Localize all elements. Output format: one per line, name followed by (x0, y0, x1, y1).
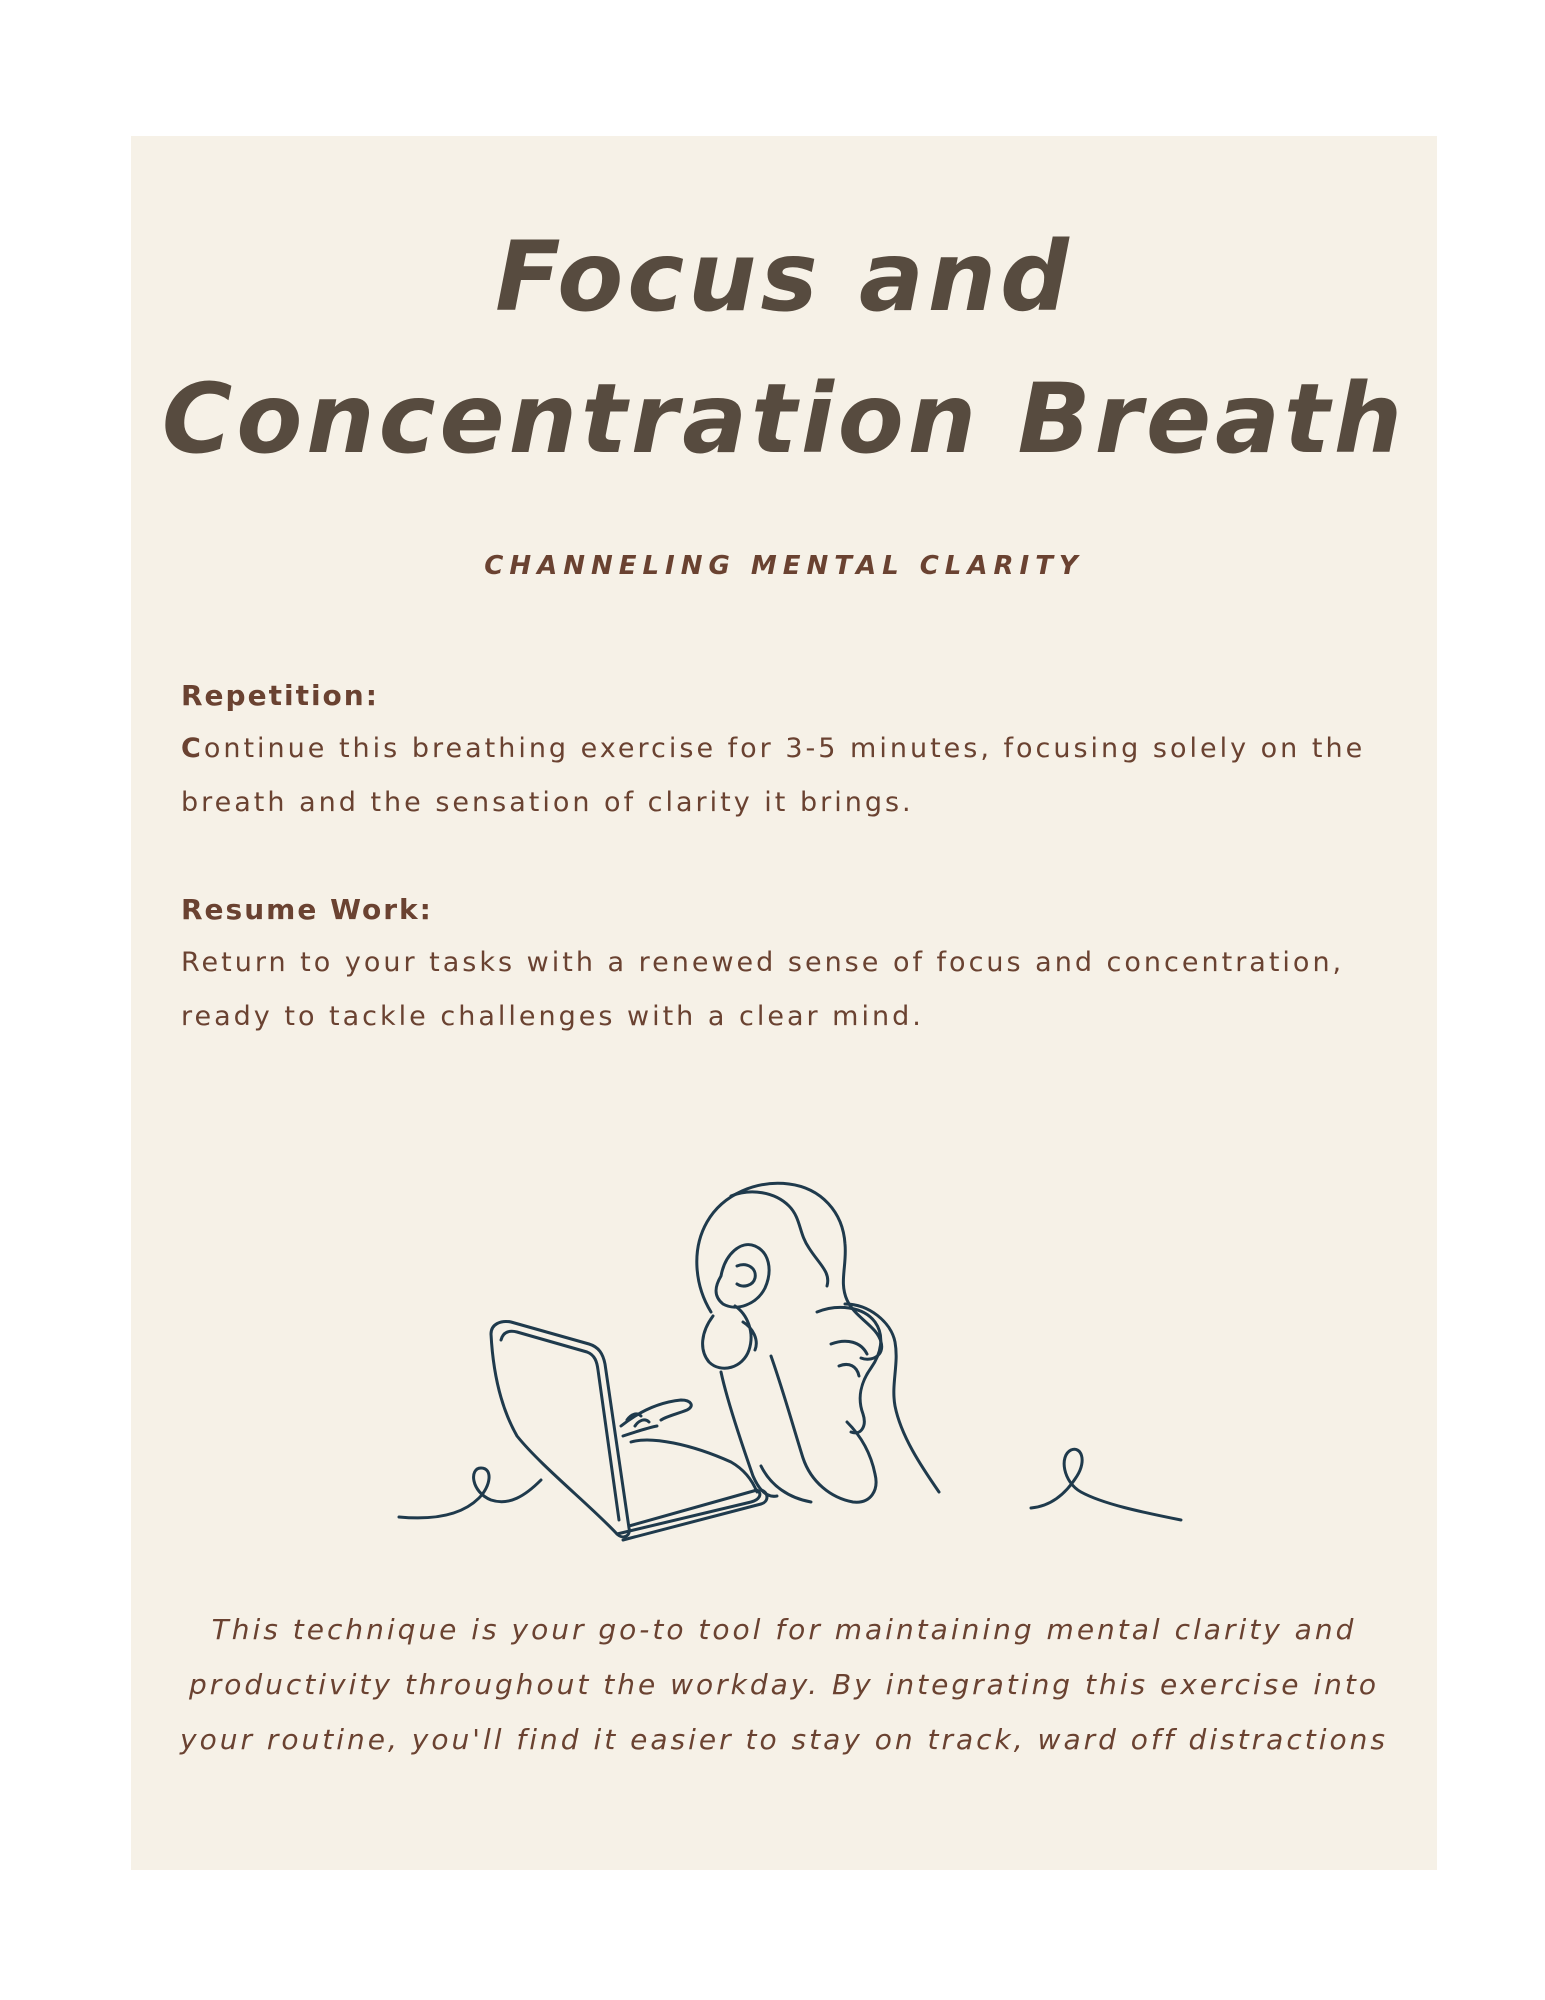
hair (697, 1183, 882, 1359)
page-title: Focus and Concentration Breath (161, 221, 1407, 475)
page-subtitle: CHANNELING MENTAL CLARITY (484, 551, 1084, 581)
laptop-screen (491, 1322, 629, 1537)
laptop-base (617, 1490, 760, 1534)
section-repetition (181, 676, 1381, 830)
baseline-line (399, 1468, 541, 1518)
section-body-first-letter: C (181, 733, 204, 764)
closing-paragraph: This technique is your go-to tool for maintaining mental clarity and productivity throughout the workday. By integrating this exercise into your routine, you'll find it easier to stay on track, ward off distractions (180, 1613, 1388, 1756)
face (716, 1245, 769, 1308)
section-resume-work (181, 890, 1381, 1044)
face-detail (737, 1265, 755, 1286)
torso (771, 1356, 876, 1502)
laptop-screen-inner (501, 1331, 619, 1520)
hand (621, 1400, 757, 1492)
section-body-text: ontinue this breathing exercise for 3-5 minutes, focusing solely on the breath and the sensation of clarity it brings. (181, 733, 1366, 818)
section-heading: Repetition: (181, 679, 379, 712)
baseline-line-right (1031, 1449, 1181, 1520)
hair-inner (731, 1192, 828, 1286)
section-body (181, 722, 1381, 830)
section-heading: Resume Work: (181, 893, 433, 926)
content-card (131, 136, 1437, 1870)
section-body: Return to your tasks with a renewed sense of focus and concentration, ready to tackle challenges with a clear mind. (181, 947, 1345, 1032)
